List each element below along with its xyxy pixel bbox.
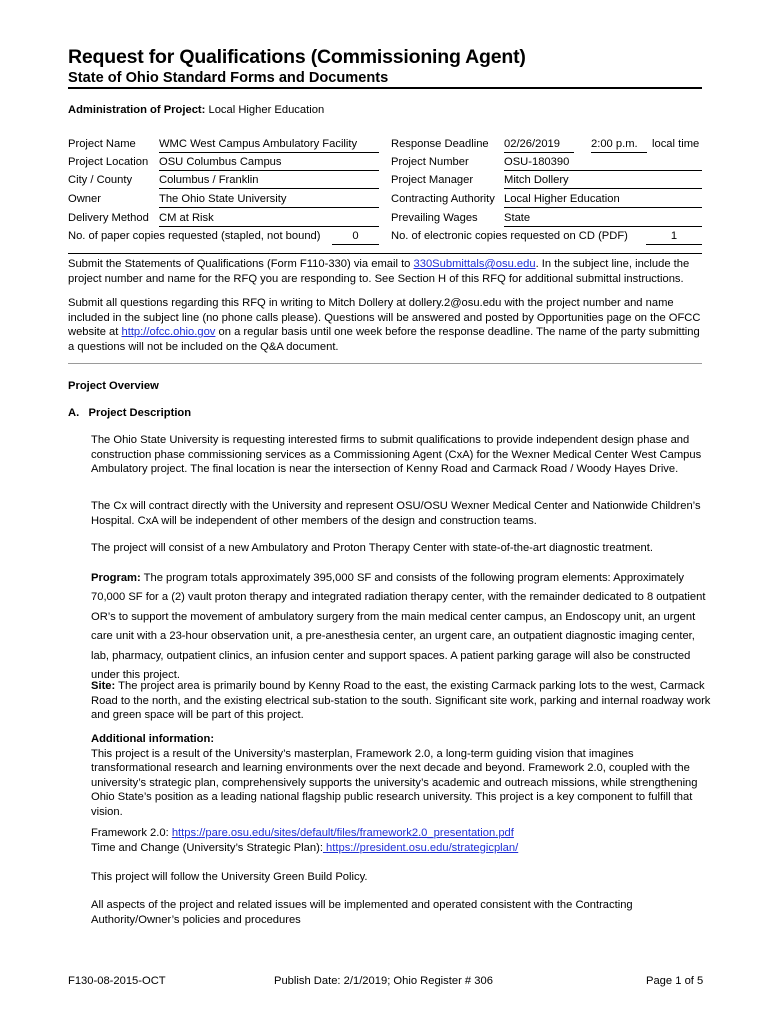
aspects-text: All aspects of the project and related issues will be implemented and operated consistent with the Contracting Authority/Owner’s policies and procedures: [91, 899, 633, 926]
description-paragraph-1: [91, 433, 713, 477]
response-deadline-label: Response Deadline: [391, 138, 489, 150]
additional-info-text: This project is a result of the University’s masterplan, Framework 2.0, a long-term guiding vision that imagines transformational research and learning environments over the next decade and beyond. Framework 2.0, coupled with the university’s strategic plan, comprehensively supports the university’s academic and outreach missions, while strengthening Ohio State’s position as a leading national flagship public research university. This project is a key component to fulfill that vision.: [91, 747, 698, 818]
paper-copies-value: 0: [332, 229, 379, 245]
submission-text-2: . In the subject line, include the project number and name for the RFQ you are responding to. See Section H of this RFQ for additional submittal instructions.: [68, 258, 690, 285]
additional-info-paragraph: [91, 732, 713, 820]
additional-info-label: Additional information:: [91, 733, 215, 745]
site-label: Site:: [91, 680, 116, 692]
overview-heading: Project Overview: [68, 380, 159, 392]
project-name-value: WMC West Campus Ambulatory Facility: [159, 137, 379, 153]
response-deadline-date: 02/26/2019: [504, 137, 574, 153]
administration-value: Local Higher Education: [208, 104, 325, 116]
green-build-text: This project will follow the University Green Build Policy.: [91, 871, 368, 883]
footer-publish-date: Publish Date: 2/1/2019; Ohio Register # 306: [274, 975, 493, 987]
project-name-label: Project Name: [68, 138, 136, 150]
page-title: Request for Qualifications (Commissioning Agent): [68, 46, 526, 68]
description-text-2: The Cx will contract directly with the University and represent OSU/OSU Wexner Medical Center and Nationwide Children’s Hospital. CxA will be independent of other members of the design and construction teams.: [91, 500, 701, 527]
section-a-heading: A. Project Description: [68, 407, 192, 419]
submission-text-1: Submit the Statements of Qualifications (Form F110-330) via email to: [68, 258, 414, 270]
prevailing-wages-label: Prevailing Wages: [391, 212, 478, 224]
strategic-plan-link[interactable]: https://president.osu.edu/strategicplan/: [322, 841, 519, 854]
questions-text-1: Submit all questions regarding this RFQ in writing to Mitch Dollery at dollery.2@osu.edu with the project number and name included in the subject line (no phone calls please). Questions will be answered and posted by Opportunities page on the OFCC website at: [68, 297, 701, 339]
electronic-copies-value: 1: [646, 229, 702, 245]
program-text: The program totals approximately 395,000 SF and consists of the following program elements: Approximately 70,000 SF for a (2) vault proton therapy and integrated radiation therapy center, with the remainder dedicated to 8 outpatient OR’s to support the movement of ambulatory surgery from the main medical center campus, an Endoscopy unit, an urgent care unit with a 23-hour observation unit, a pre-anesthesia center, an urgent care, an outpatient diagnostic imaging center, lab, pharmacy, outpatient clinics, an infusion center and support spaces. A patient parking garage will also be constructed under this project.: [91, 572, 706, 682]
project-manager-value: Mitch Dollery: [504, 173, 702, 189]
administration-label: Administration of Project:: [68, 104, 206, 116]
header-divider: [68, 87, 702, 89]
site-paragraph: [91, 679, 713, 723]
aspects-paragraph: [91, 898, 713, 927]
project-manager-label: Project Manager: [391, 174, 474, 186]
city-county-label: City / County: [68, 174, 133, 186]
description-paragraph-3: [91, 541, 713, 556]
contracting-authority-label: Contracting Authority: [391, 193, 495, 205]
questions-text-2: on a regular basis until one week before the response deadline. The name of the party submitting a questions will not be included on the Q&A document.: [68, 326, 700, 353]
program-paragraph: [91, 569, 713, 685]
electronic-copies-label: No. of electronic copies requested on CD (PDF): [391, 230, 628, 242]
submission-paragraph: [68, 257, 708, 286]
project-number-label: Project Number: [391, 156, 469, 168]
contracting-authority-value: Local Higher Education: [504, 192, 702, 208]
questions-paragraph: [68, 296, 708, 354]
framework-label: Framework 2.0:: [91, 827, 172, 839]
description-paragraph-2: [91, 499, 713, 528]
description-text-3: The project will consist of a new Ambulatory and Proton Therapy Center with state-of-the-art diagnostic treatment.: [91, 542, 653, 554]
owner-value: The Ohio State University: [159, 192, 379, 208]
info-divider: [68, 253, 702, 254]
paper-copies-label: No. of paper copies requested (stapled, not bound): [68, 230, 321, 242]
footer-form-id: F130-08-2015-OCT: [68, 975, 166, 987]
submittal-email-link[interactable]: 330Submittals@osu.edu: [413, 258, 536, 270]
delivery-method-value: CM at Risk: [159, 211, 379, 227]
green-build-paragraph: [91, 870, 713, 885]
owner-label: Owner: [68, 193, 101, 205]
site-text: The project area is primarily bound by Kenny Road to the east, the existing Carmack parking lots to the west, Carmack Road to the north, and the existing electrical sub-station to the south. Significant site work, parking and internal roadway work and green space will be part of this project.: [91, 680, 711, 722]
administration-line: [68, 103, 324, 117]
footer-page-number: Page 1 of 5: [646, 975, 704, 987]
city-county-value: Columbus / Franklin: [159, 173, 379, 189]
project-number-value: OSU-180390: [504, 155, 702, 171]
section-divider: [68, 363, 702, 364]
project-location-label: Project Location: [68, 156, 149, 168]
response-deadline-time: 2:00 p.m.: [591, 137, 647, 153]
description-text-1: The Ohio State University is requesting interested firms to submit qualifications to provide independent design phase and construction phase commissioning services as a Commissioning Agent (CxA) for the Wexner Medical Center West Campus Ambulatory project. The final location is near the intersection of Kenny Road and Carmack Road / Woody Hayes Drive.: [91, 434, 702, 476]
project-location-value: OSU Columbus Campus: [159, 155, 379, 171]
ofcc-website-link[interactable]: http://ofcc.ohio.gov: [121, 326, 216, 339]
page-subtitle: State of Ohio Standard Forms and Documents: [68, 70, 389, 86]
prevailing-wages-value: State: [504, 211, 702, 227]
framework-link[interactable]: https://pare.osu.edu/sites/default/files/framework2.0_presentation.pdf: [171, 827, 514, 839]
delivery-method-label: Delivery Method: [68, 212, 149, 224]
links-paragraph: [91, 826, 713, 855]
program-label: Program:: [91, 572, 141, 584]
response-deadline-suffix: local time: [652, 138, 700, 150]
strategic-plan-label: Time and Change (University’s Strategic Plan):: [91, 841, 323, 854]
